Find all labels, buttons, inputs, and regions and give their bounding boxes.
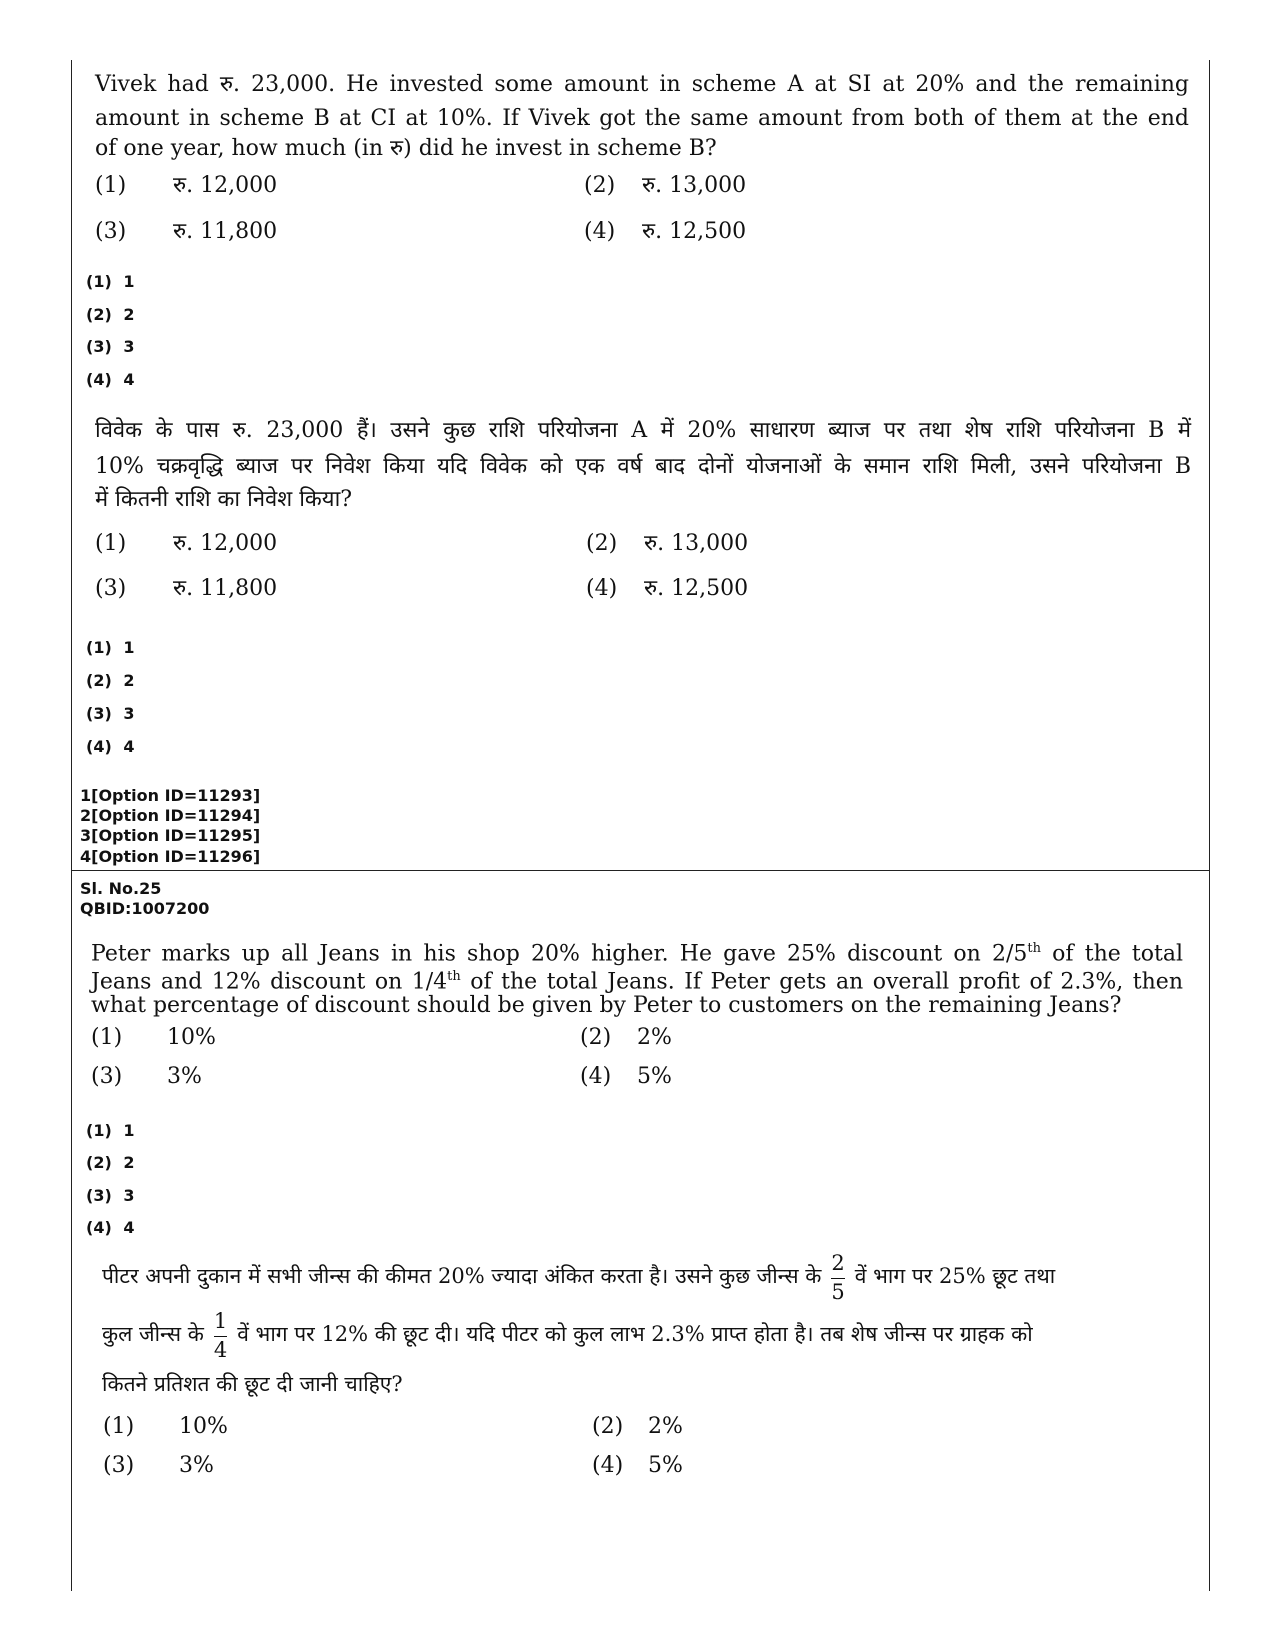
answer-item: (3) 3 [86,704,135,723]
q25-en-option-3: (3) 3% [91,1064,202,1089]
option-id: 2[Option ID=11294] [80,806,261,825]
answer-item: (1) 1 [86,1121,135,1140]
section-divider [71,870,1210,871]
right-border [1209,60,1210,1591]
q24-hi-option-4: (4) रु. 12,500 [586,576,749,601]
answer-item: (3) 3 [86,337,135,356]
q24-en-option-1: (1) रु. 12,000 [95,173,278,198]
option-id: 4[Option ID=11296] [80,847,261,866]
q25-en-line-3: what percentage of discount should be given by Peter to customers on the remaining Jeans? [91,993,1122,1018]
q25-hi-option-2: (2) 2% [592,1414,683,1439]
fraction-1-4: $\frac{1}{4}$ [213,1309,228,1362]
q25-en-line-2: Jeans and 12% discount on 1/4th of the total Jeans. If Peter gets an overall profit of 2.3%, then [91,969,1183,995]
q25-en-option-2: (2) 2% [580,1025,672,1050]
q25-hi-line-2: कुल जीन्स के $\frac{1}{4}$ वें भाग पर 12% की छूट दी। यदि पीटर को कुल लाभ 2.3% प्राप्त होता है। तब शेष जीन्स पर ग्राहक को [102,1309,1033,1362]
q24-hi-option-3: (3) रु. 11,800 [95,576,278,601]
q24-en-line-2: amount in scheme B at CI at 10%. If Vivek got the same amount from both of them at the end [95,106,1189,131]
q25-en-line-1: Peter marks up all Jeans in his shop 20% higher. He gave 25% discount on 2/5th of the total [91,941,1183,967]
serial-number: Sl. No.25 [80,879,162,898]
q25-hi-line-3: कितने प्रतिशत की छूट दी जानी चाहिए? [102,1372,403,1396]
q25-hi-option-3: (3) 3% [103,1453,214,1478]
q24-en-line-3: of one year, how much (in रु) did he invest in scheme B? [95,136,717,161]
option-id: 3[Option ID=11295] [80,826,261,845]
q25-en-option-4: (4) 5% [580,1064,672,1089]
q24-hi-line-2: 10% चक्रवृद्धि ब्याज पर निवेश किया यदि विवेक को एक वर्ष बाद दोनों योजनाओं के समान राशि मिली, उसने परियोजना B [95,454,1191,479]
qbid: QBID:1007200 [80,899,210,918]
q24-hi-line-1: विवेक के पास रु. 23,000 हैं। उसने कुछ राशि परियोजना A में 20% साधारण ब्याज पर तथा शेष राशि परियोजना B में [95,418,1191,443]
q24-en-option-4: (4) रु. 12,500 [584,219,747,244]
left-border [71,60,72,1591]
answer-item: (1) 1 [86,638,135,657]
answer-item: (4) 4 [86,1218,135,1237]
answer-item: (1) 1 [86,272,135,291]
q24-hi-option-1: (1) रु. 12,000 [95,531,278,556]
answer-item: (2) 2 [86,305,135,324]
q25-en-option-1: (1) 10% [91,1025,216,1050]
q24-en-option-3: (3) रु. 11,800 [95,219,278,244]
answer-item: (2) 2 [86,671,135,690]
answer-item: (4) 4 [86,370,135,389]
q25-hi-option-1: (1) 10% [103,1414,228,1439]
fraction-2-5: $\frac{2}{5}$ [831,1251,845,1304]
q24-en-line-1: Vivek had रु. 23,000. He invested some amount in scheme A at SI at 20% and the remaining [95,72,1189,97]
q24-en-option-2: (2) रु. 13,000 [584,173,747,198]
answer-item: (2) 2 [86,1153,135,1172]
q24-hi-line-3: में कितनी राशि का निवेश किया? [95,487,353,512]
option-id: 1[Option ID=11293] [80,786,261,805]
answer-item: (4) 4 [86,737,135,756]
answer-item: (3) 3 [86,1186,135,1205]
q25-hi-line-1: पीटर अपनी दुकान में सभी जीन्स की कीमत 20% ज्यादा अंकित करता है। उसने कुछ जीन्स के $\frac{2}{5}$ वें भाग पर 25% छूट तथा [102,1251,1056,1304]
q24-hi-option-2: (2) रु. 13,000 [586,531,749,556]
q25-hi-option-4: (4) 5% [592,1453,683,1478]
